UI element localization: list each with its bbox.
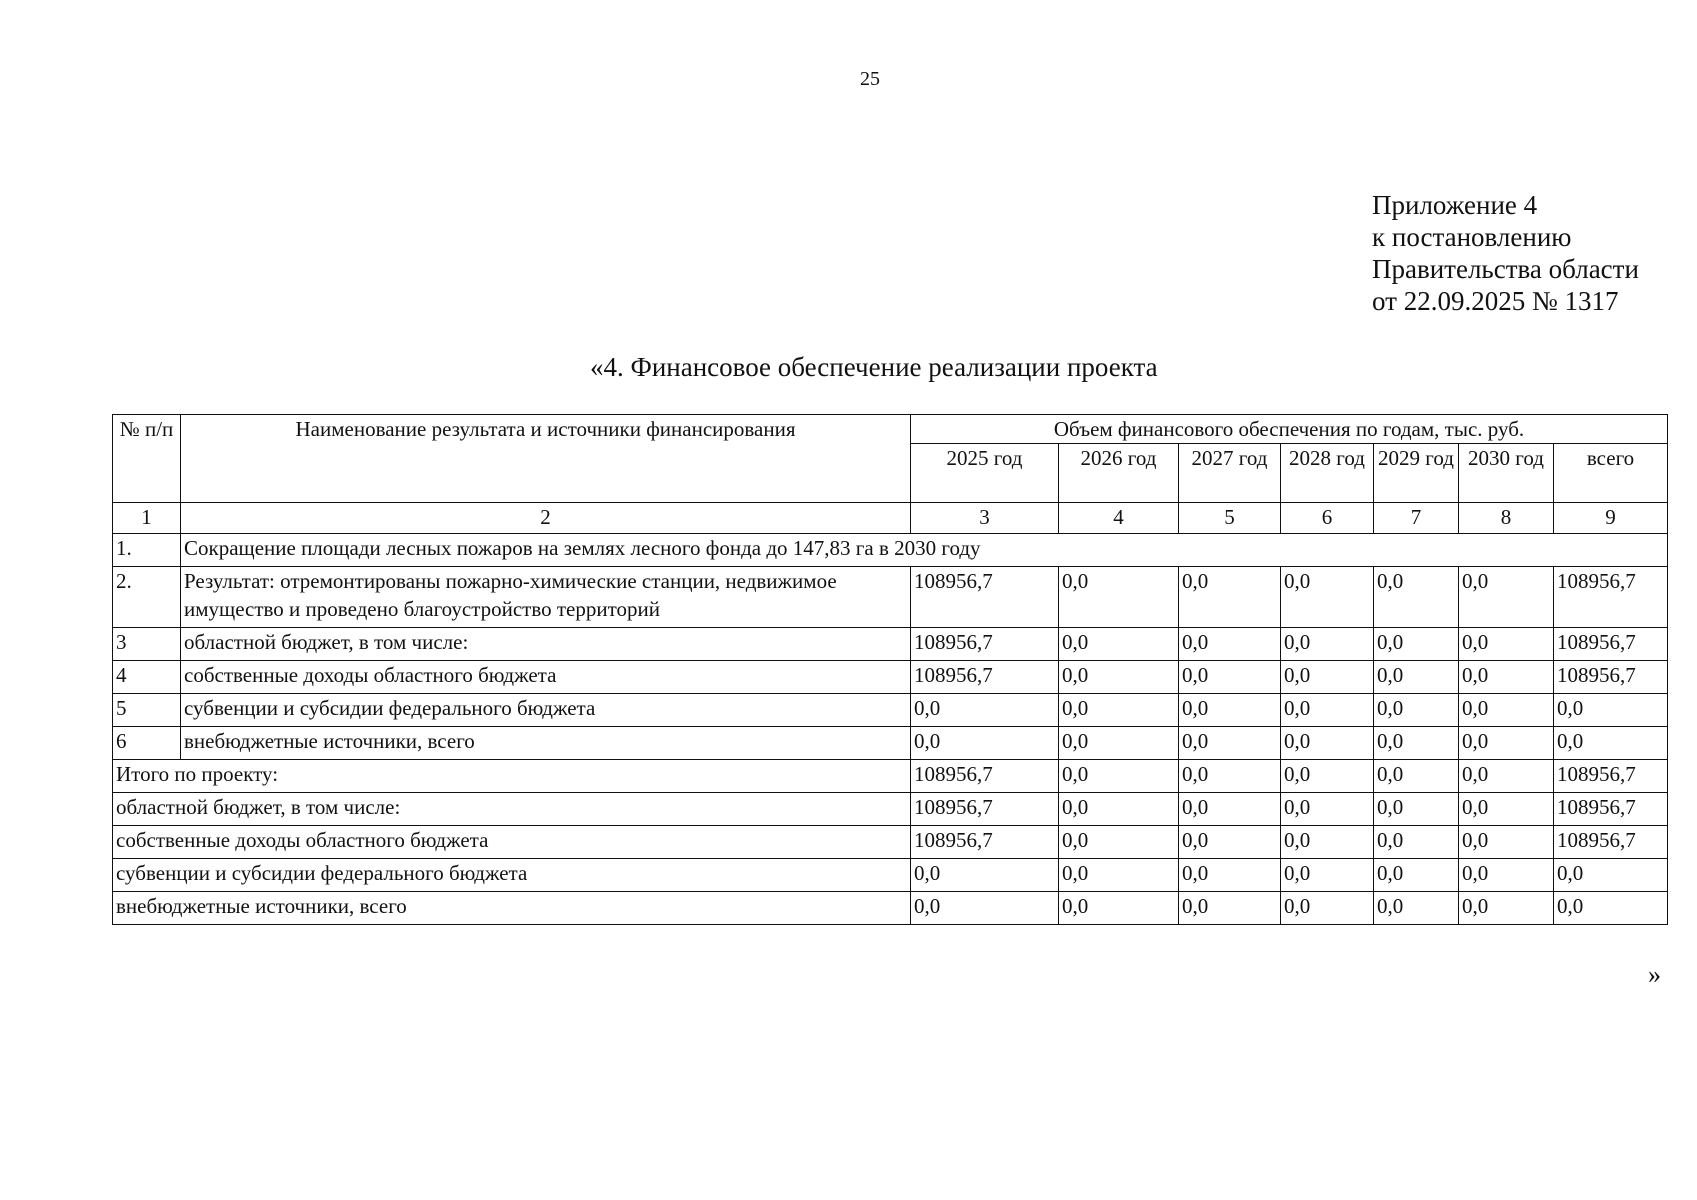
row-number: 2. [113,567,181,628]
total-value: 0,0 [1554,859,1668,892]
total-value: 0,0 [1179,760,1281,793]
row-value: 0,0 [1281,628,1374,661]
table-row [113,628,1668,661]
appendix-line-1: Приложение 4 [1372,190,1538,220]
row-value: 0,0 [1374,661,1459,694]
header-number: № п/п [113,415,181,503]
header-year-2028: 2028 год [1281,444,1374,503]
header-year-2027: 2027 год [1179,444,1281,503]
total-value: 0,0 [1554,892,1668,925]
row-value: 0,0 [1179,567,1281,628]
row-number: 4 [113,661,181,694]
total-row [113,859,1668,892]
total-value: 0,0 [1374,892,1459,925]
row-value: 0,0 [1459,628,1554,661]
total-value: 0,0 [1459,826,1554,859]
row-name: внебюджетные источники, всего [181,727,911,760]
row-number: 5 [113,694,181,727]
total-value: 0,0 [1459,793,1554,826]
total-value: 0,0 [1374,826,1459,859]
total-value: 0,0 [1059,892,1179,925]
row-value: 0,0 [1179,727,1281,760]
appendix-reference [1372,189,1639,317]
row-value: 0,0 [1281,567,1374,628]
row-number: 3 [113,628,181,661]
row-name: Результат: отремонтированы пожарно-химические станции, недвижимое имущество и проведено благоустройство территорий [181,567,911,628]
total-value: 0,0 [1059,826,1179,859]
row-value: 108956,7 [911,661,1059,694]
total-value: 108956,7 [911,793,1059,826]
table-row [113,567,1668,628]
row-value: 0,0 [1179,628,1281,661]
row-name: субвенции и субсидии федерального бюджета [181,694,911,727]
total-value: 0,0 [1459,760,1554,793]
total-name: внебюджетные источники, всего [113,892,911,925]
goal-number: 1. [113,534,181,567]
column-number: 5 [1179,503,1281,534]
row-value: 0,0 [1459,727,1554,760]
row-value: 0,0 [1281,694,1374,727]
row-value: 0,0 [1059,694,1179,727]
table-row [113,694,1668,727]
column-number: 3 [911,503,1059,534]
table-row [113,727,1668,760]
total-value: 0,0 [1179,793,1281,826]
total-name: субвенции и субсидии федерального бюджета [113,859,911,892]
total-value: 0,0 [1374,793,1459,826]
header-year-2030: 2030 год [1459,444,1554,503]
section-title: «4. Финансовое обеспечение реализации проекта [590,352,1158,382]
goal-row [113,534,1668,567]
total-value: 0,0 [1059,793,1179,826]
header-year-2026: 2026 год [1059,444,1179,503]
total-value: 0,0 [1179,859,1281,892]
table-row [113,661,1668,694]
row-value: 0,0 [1059,661,1179,694]
row-value: 0,0 [911,694,1059,727]
row-value: 0,0 [1459,567,1554,628]
total-value: 0,0 [911,892,1059,925]
appendix-line-3: Правительства области [1372,254,1639,284]
goal-text: Сокращение площади лесных пожаров на землях лесного фонда до 147,83 га в 2030 году [181,534,1668,567]
row-value: 0,0 [1374,727,1459,760]
row-value: 0,0 [1179,694,1281,727]
total-value: 0,0 [1281,859,1374,892]
row-value: 0,0 [1281,727,1374,760]
row-name: областной бюджет, в том числе: [181,628,911,661]
row-value: 0,0 [911,727,1059,760]
total-row [113,793,1668,826]
total-value: 0,0 [1281,826,1374,859]
row-value: 0,0 [1459,694,1554,727]
page-number: 25 [860,68,880,90]
row-value: 0,0 [1374,567,1459,628]
total-value: 0,0 [1281,892,1374,925]
total-value: 108956,7 [1554,793,1668,826]
row-name: собственные доходы областного бюджета [181,661,911,694]
total-value: 108956,7 [1554,826,1668,859]
row-value: 108956,7 [1554,661,1668,694]
column-number: 4 [1059,503,1179,534]
header-year-2029: 2029 год [1374,444,1459,503]
row-value: 0,0 [1281,661,1374,694]
total-value: 0,0 [1459,859,1554,892]
table-body [113,415,1668,925]
appendix-line-4: от 22.09.2025 № 1317 [1372,286,1619,316]
header-row-1 [113,415,1668,444]
row-value: 0,0 [1179,661,1281,694]
header-volume: Объем финансового обеспечения по годам, тыс. руб. [911,415,1668,444]
column-number: 2 [181,503,911,534]
total-row [113,760,1668,793]
column-number: 8 [1459,503,1554,534]
total-value: 108956,7 [911,826,1059,859]
row-value: 0,0 [1059,567,1179,628]
row-value: 0,0 [1059,628,1179,661]
total-value: 0,0 [1179,826,1281,859]
appendix-line-2: к постановлению [1372,222,1572,252]
row-value: 108956,7 [911,567,1059,628]
column-number: 1 [113,503,181,534]
total-value: 0,0 [1281,760,1374,793]
total-value: 0,0 [911,859,1059,892]
column-number: 6 [1281,503,1374,534]
row-value: 0,0 [1459,661,1554,694]
total-value: 0,0 [1059,859,1179,892]
total-value: 108956,7 [911,760,1059,793]
financing-table [112,414,1668,925]
total-value: 0,0 [1374,760,1459,793]
total-value: 0,0 [1374,859,1459,892]
closing-quote: » [1648,960,1661,989]
total-row [113,892,1668,925]
total-value: 0,0 [1179,892,1281,925]
row-value: 108956,7 [1554,567,1668,628]
row-value: 108956,7 [911,628,1059,661]
row-value: 0,0 [1374,628,1459,661]
total-value: 0,0 [1281,793,1374,826]
column-number: 7 [1374,503,1459,534]
row-value: 0,0 [1374,694,1459,727]
column-numbers-row [113,503,1668,534]
row-value: 108956,7 [1554,628,1668,661]
total-row [113,826,1668,859]
total-value: 0,0 [1459,892,1554,925]
total-name: областной бюджет, в том числе: [113,793,911,826]
total-name: Итого по проекту: [113,760,911,793]
row-value: 0,0 [1554,694,1668,727]
row-value: 0,0 [1554,727,1668,760]
column-number: 9 [1554,503,1668,534]
total-name: собственные доходы областного бюджета [113,826,911,859]
header-total: всего [1554,444,1668,503]
header-name: Наименование результата и источники финансирования [181,415,911,503]
header-year-2025: 2025 год [911,444,1059,503]
total-value: 108956,7 [1554,760,1668,793]
row-value: 0,0 [1059,727,1179,760]
total-value: 0,0 [1059,760,1179,793]
row-number: 6 [113,727,181,760]
